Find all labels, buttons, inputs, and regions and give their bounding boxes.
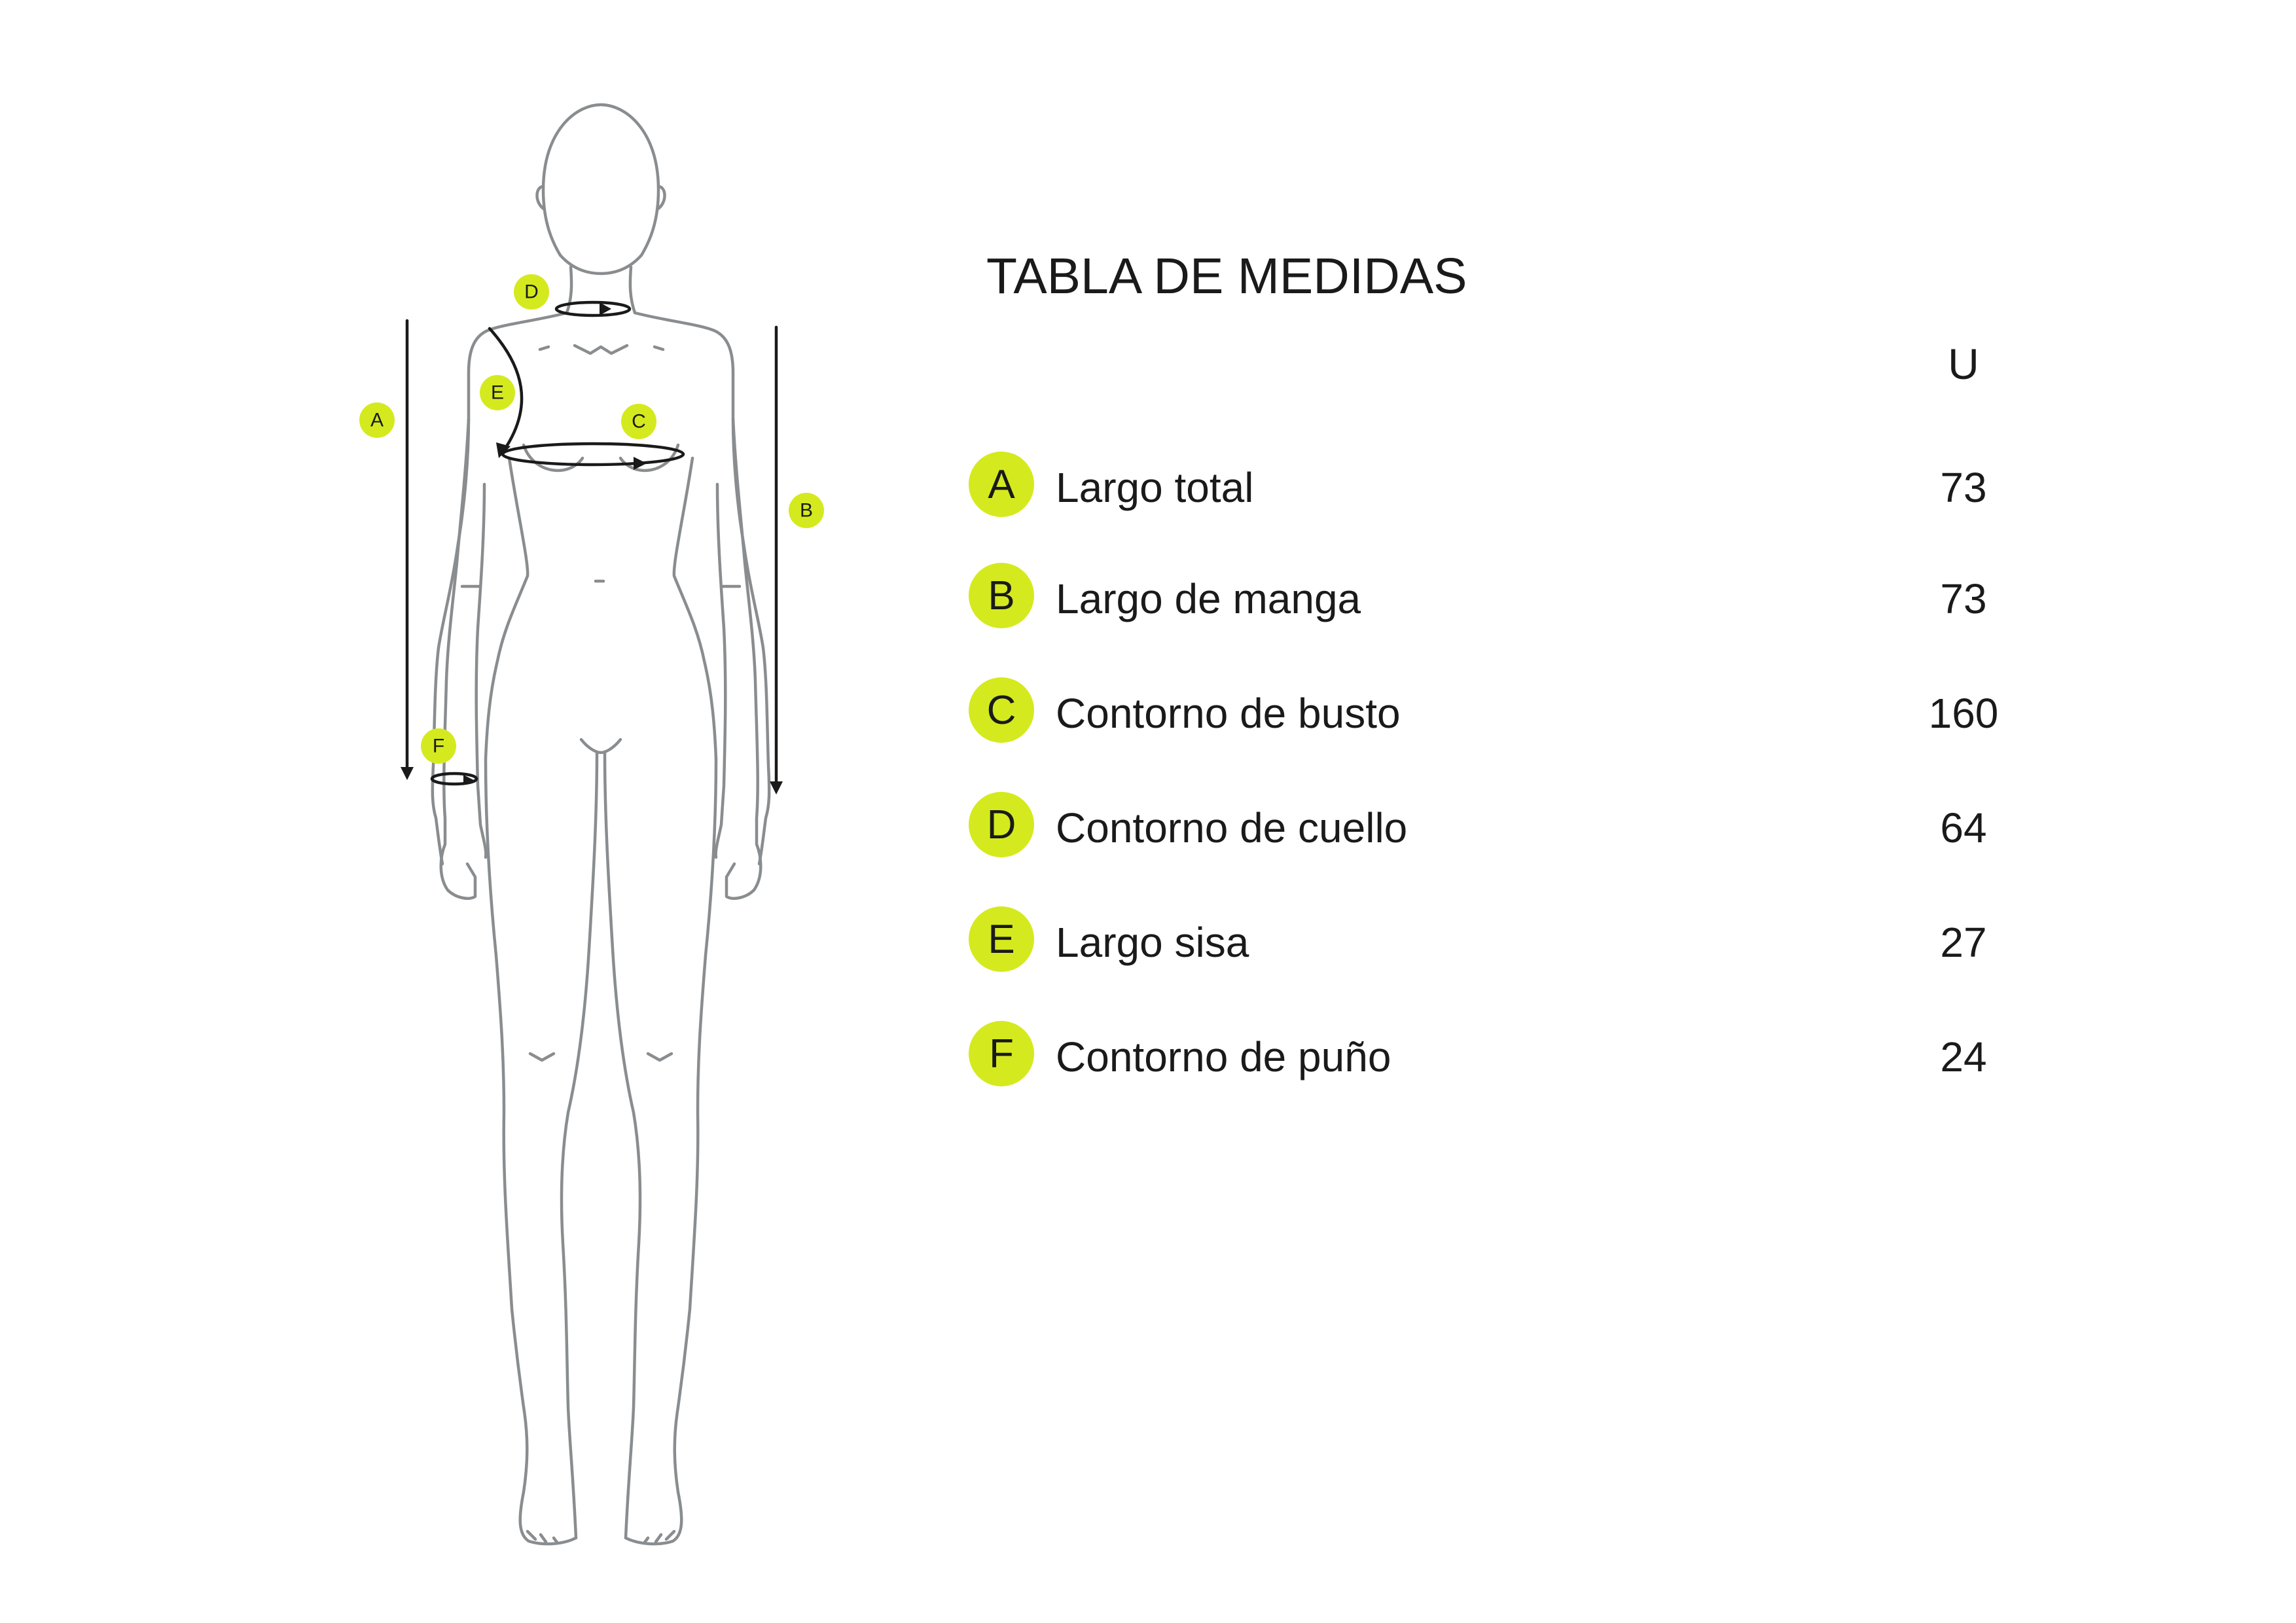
row-label-b: Largo de manga xyxy=(1056,575,1361,622)
size-row-e xyxy=(969,906,2081,972)
figure-leg-right-inner xyxy=(605,753,640,1538)
figure-badge-b xyxy=(789,493,824,528)
row-label-c: Contorno de busto xyxy=(1056,690,1401,737)
figure-neck-right xyxy=(630,267,635,313)
figure-svg xyxy=(0,0,916,1623)
row-value-c: 160 xyxy=(1928,690,1999,737)
figure-badge-e-text: E xyxy=(490,382,505,404)
figure-badge-b-text: B xyxy=(799,499,814,522)
figure-badge-e xyxy=(480,375,515,410)
row-value-b: 73 xyxy=(1940,575,1987,622)
measure-ring-c xyxy=(503,444,683,465)
size-row-f xyxy=(969,1021,2081,1086)
figure-collar-mark-right xyxy=(655,347,663,349)
row-value-a: 73 xyxy=(1940,464,1987,511)
figure-badge-d-text: D xyxy=(524,281,539,303)
figure-neck-left xyxy=(567,267,571,313)
figure-head xyxy=(543,105,658,274)
size-row-d xyxy=(969,792,2081,857)
row-badge-d: D xyxy=(969,792,1034,857)
row-value-f: 24 xyxy=(1940,1033,1987,1080)
figure-badge-c-text: C xyxy=(632,410,646,433)
figure-badge-f xyxy=(421,728,456,764)
figure-torso-outline-right xyxy=(635,313,769,864)
figure-badge-c xyxy=(621,404,656,439)
row-label-d: Contorno de cuello xyxy=(1056,804,1408,851)
row-badge-e: E xyxy=(969,906,1034,972)
figure-arm-right xyxy=(726,419,761,899)
figure-bust-left xyxy=(524,445,583,471)
figure-crotch xyxy=(581,740,620,753)
figure-badge-a xyxy=(359,402,395,438)
figure-badge-f-text: F xyxy=(432,735,445,757)
row-label-a: Largo total xyxy=(1056,464,1254,511)
figure-badge-a-text: A xyxy=(370,409,384,431)
figure-arm-left-inner xyxy=(476,484,486,857)
row-badge-c: C xyxy=(969,677,1034,743)
figure-knee-right xyxy=(648,1054,672,1060)
figure-badge-d xyxy=(514,274,549,310)
figure-arm-left xyxy=(441,419,475,899)
row-value-e: 27 xyxy=(1940,919,1987,966)
size-row-b xyxy=(969,563,2081,628)
figure-leg-left-inner xyxy=(562,753,597,1538)
size-row-c xyxy=(969,677,2081,743)
measure-arrow-a xyxy=(401,767,414,780)
row-label-e: Largo sisa xyxy=(1056,919,1249,966)
size-chart-title: TABLA DE MEDIDAS xyxy=(986,248,1467,304)
row-label-f: Contorno de puño xyxy=(1056,1033,1391,1080)
figure-side-left xyxy=(486,458,528,759)
size-column-header: U xyxy=(1948,340,1979,388)
row-badge-f: F xyxy=(969,1021,1034,1086)
measure-arrow-b xyxy=(770,781,783,794)
size-row-a xyxy=(969,452,2081,517)
figure-collar-mark-left xyxy=(540,347,548,349)
body-figure-diagram xyxy=(0,0,916,1623)
row-badge-a: A xyxy=(969,452,1034,517)
row-value-d: 64 xyxy=(1940,804,1987,851)
figure-side-right xyxy=(674,458,716,759)
measure-arrow-c xyxy=(634,457,647,470)
figure-collarbone xyxy=(575,346,627,353)
figure-knee-left xyxy=(530,1054,554,1060)
row-badge-b: B xyxy=(969,563,1034,628)
figure-arm-right-inner xyxy=(716,484,726,857)
